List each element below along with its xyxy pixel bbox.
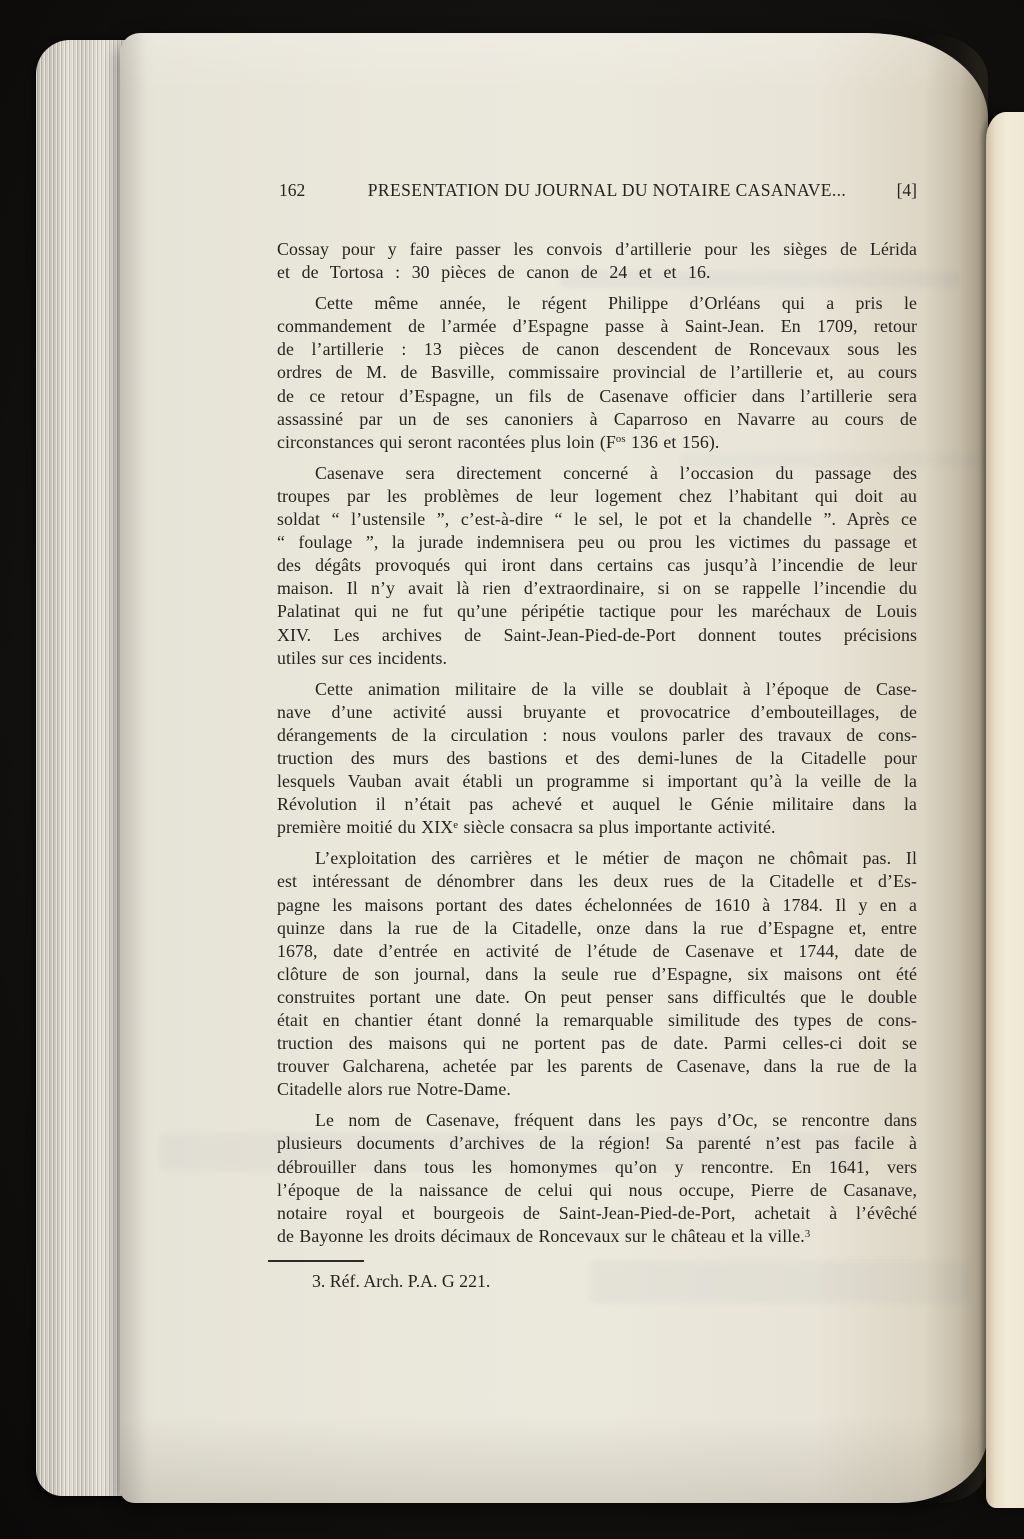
- body-line: est intéressant de dénombrer dans les deux rues de la Citadelle et d’Es-: [277, 871, 917, 892]
- body-line: des dégâts provoqués qui iront dans certains cas jusqu’à l’incendie de leur: [277, 555, 917, 576]
- paragraph: [277, 1109, 917, 1248]
- body-line: Cette animation militaire de la ville se doublait à l’époque de Case-: [315, 678, 917, 699]
- body-line: était en chantier étant donné la remarquable similitude des types de cons-: [277, 1010, 917, 1030]
- body-line: soldat “ l’ustensile ”, c’est-à-dire “ le sel, le pot et la chandelle ”. Après ce: [277, 509, 917, 530]
- body-line: 1678, date d’entrée en activité de l’étude de Casenave et 1744, date de: [277, 940, 917, 961]
- body-line: Citadelle alors rue Notre-Dame.: [277, 1079, 511, 1100]
- facing-page-sliver: [986, 112, 1024, 1508]
- footnote: [268, 1260, 788, 1292]
- body-line: nave d’une activité aussi bruyante et provocatrice d’embouteillages, de: [277, 701, 917, 722]
- body-text: [277, 238, 917, 1248]
- body-line: Palatinat qui ne fut qu’une péripétie tactique pour les maréchaux de Louis: [277, 601, 917, 622]
- body-line: assassiné par un de ses canoniers à Caparroso en Navarre au cours de: [277, 408, 917, 429]
- body-line: de Bayonne les droits décimaux de Roncevaux sur le château et la ville.$^3$: [277, 1225, 811, 1246]
- body-line: XIV. Les archives de Saint-Jean-Pied-de-Port donnent toutes précisions: [277, 624, 917, 645]
- body-line: circonstances qui seront racontées plus loin ($F^{os}$ 136 et 156).: [277, 431, 720, 452]
- paragraph: [277, 292, 917, 454]
- body-line: débrouiller dans tous les homonymes qu’on y rencontre. En 1641, vers: [277, 1156, 917, 1177]
- body-line: commandement de l’armée d’Espagne passe à Saint-Jean. En 1709, retour: [277, 316, 917, 337]
- body-line: utiles sur ces incidents.: [277, 647, 448, 668]
- body-line: Casenave sera directement concerné à l’occasion du passage des: [315, 462, 917, 483]
- gutter-shadow: [924, 33, 988, 1503]
- book-page: [120, 33, 988, 1503]
- body-line: lesquels Vauban avait établi un programme si important qu’à la veille de la: [277, 771, 917, 792]
- paragraph: [277, 678, 917, 840]
- body-line: quinze dans la rue de la Citadelle, onze dans la rue d’Espagne et, entre: [277, 917, 917, 938]
- body-line: troupes par les problèmes de leur logement chez l’habitant qui doit au: [277, 485, 917, 506]
- text-column: [277, 180, 917, 1248]
- paragraph: [277, 238, 917, 284]
- body-line: L’exploitation des carrières et le métier de maçon ne chômait pas. Il: [315, 848, 917, 869]
- running-title: PRESENTATION DU JOURNAL DU NOTAIRE CASANAVE...: [367, 180, 847, 200]
- body-line: ordres de M. de Basville, commissaire provincial de l’artillerie et, au cours: [277, 362, 917, 383]
- footnote-text: 3. Réf. Arch. P.A. G 221.: [312, 1271, 491, 1291]
- body-line: dérangements de la circulation : nous voulons parler des travaux de cons-: [277, 724, 917, 745]
- paragraph: [277, 462, 917, 670]
- body-line: notaire royal et bourgeois de Saint-Jean-Pied-de-Port, achetait à l’évêché: [277, 1202, 917, 1223]
- body-line: Cossay pour y faire passer les convois d’artillerie pour les sièges de Lérida: [277, 239, 917, 259]
- page-header: [277, 180, 917, 202]
- folio-marker: [4]: [896, 180, 917, 200]
- body-line: de ce retour d’Espagne, un fils de Casenave officier dans l’artillerie sera: [277, 385, 917, 406]
- body-line: Le nom de Casenave, fréquent dans les pays d’Oc, se rencontre dans: [315, 1110, 917, 1131]
- page-left-shading: [120, 33, 146, 1503]
- body-line: clôture de son journal, dans la seule rue d’Espagne, six maisons ont été: [277, 963, 917, 984]
- body-line: Cette même année, le régent Philippe d’Orléans qui a pris le: [315, 293, 917, 314]
- footnote-rule: [268, 1260, 364, 1262]
- body-line: Révolution il n’était pas achevé et auquel le Génie militaire dans la: [277, 794, 917, 815]
- body-line: et de Tortosa : 30 pièces de canon de 24 et et 16.: [277, 262, 711, 283]
- body-line: truction des murs des bastions et des demi-lunes de la Citadelle pour: [277, 747, 917, 768]
- paragraph: [277, 847, 917, 1101]
- page-number: 162: [279, 180, 306, 200]
- body-line: l’époque de la naissance de celui qui nous occupe, Pierre de Casanave,: [277, 1179, 917, 1200]
- body-line: pagne les maisons portant des dates échelonnées de 1610 à 1784. Il y en a: [277, 894, 917, 915]
- body-line: de l’artillerie : 13 pièces de canon descendent de Roncevaux sous les: [277, 339, 917, 360]
- body-line: “ foulage ”, la jurade indemnisera peu ou prou les victimes du passage et: [277, 532, 917, 553]
- body-line: maison. Il n’y avait là rien d’extraordinaire, si on se rappelle l’incendie du: [277, 578, 917, 599]
- body-line: plusieurs documents d’archives de la région! Sa parenté n’est pas facile à: [277, 1133, 917, 1154]
- body-line: truction des maisons qui ne portent pas de date. Parmi celles-ci doit se: [277, 1033, 917, 1054]
- body-line: construites portant une date. On peut penser sans difficultés que le double: [277, 986, 917, 1007]
- body-line: première moitié du XIXe siècle consacra sa plus importante activité.: [277, 817, 776, 838]
- body-line: trouver Galcharena, achetée par les parents de Casenave, dans la rue de la: [277, 1056, 917, 1077]
